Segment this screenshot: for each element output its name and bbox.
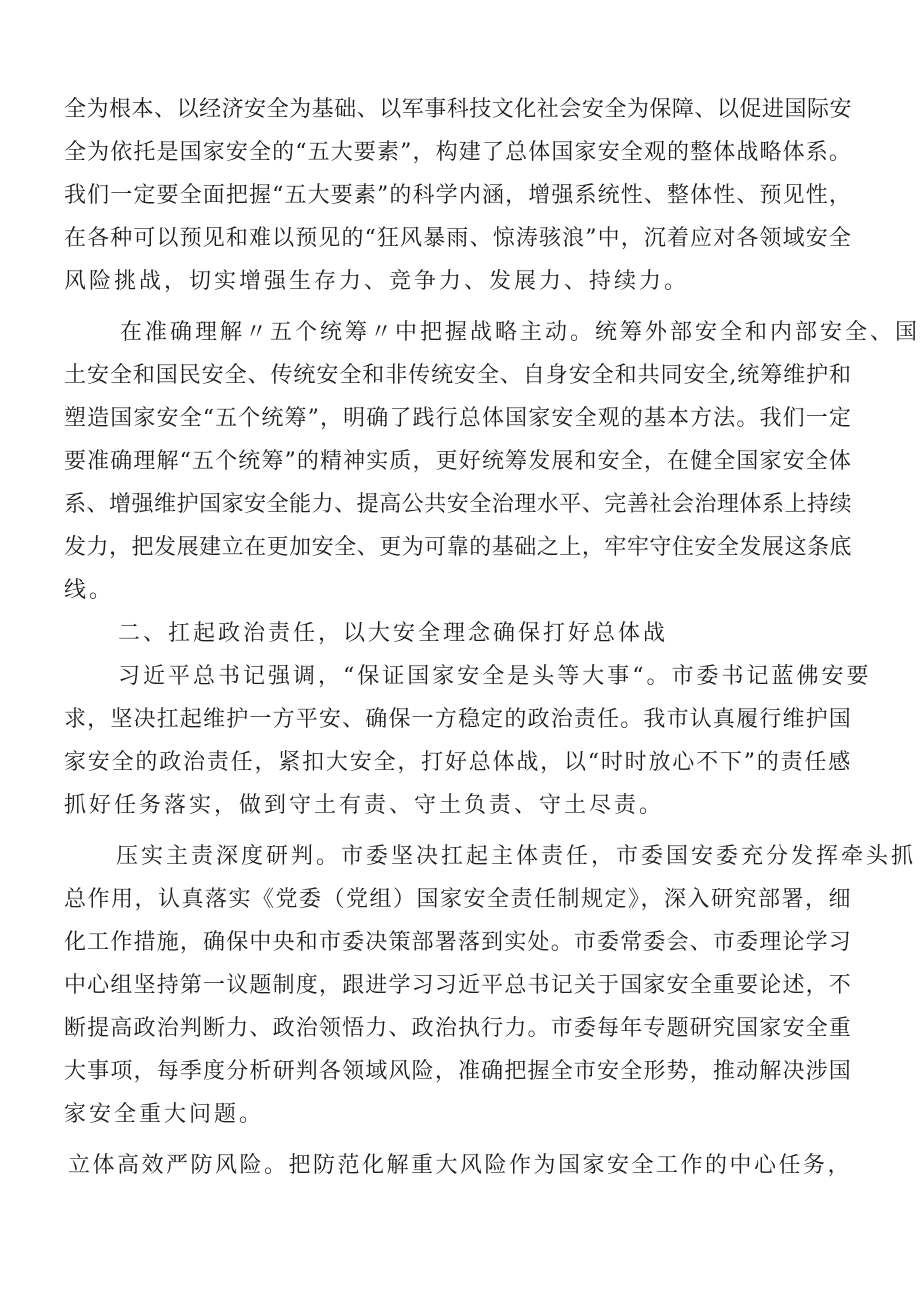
text-line: 立体高效严防风险。把防范化解重大风险作为国家安全工作的中心任务， [68,1153,852,1178]
text-line: 家安全的政治责任，紧扣大安全，打好总体战，以“时时放心不下”的责任感 [64,750,852,775]
text-line: 土安全和国民安全、传统安全和非传统安全、自身安全和共同安全,统筹维护和 [64,363,852,388]
text-line: 线。 [64,578,115,603]
text-line: 总作用，认真落实《党委（党组）国家安全责任制规定》，深入研究部署，细 [64,887,852,912]
text-line: 全为依托是国家安全的“五大要素”，构建了总体国家安全观的整体战略体系。 [64,140,852,165]
text-line: 全为根本、以经济安全为基础、以军事科技文化社会安全为保障、以促进国际安 [64,97,852,122]
text-line: 家安全重大问题。 [64,1102,265,1127]
text-line: 断提高政治判断力、政治领悟力、政治执行力。市委每年专题研究国家安全重 [64,1016,852,1041]
text-line: 在准确理解〃五个统筹〃中把握战略主动。统筹外部安全和内部安全、国 [120,320,920,345]
text-line: 塑造国家安全“五个统筹”，明确了践行总体国家安全观的基本方法。我们一定 [64,406,852,431]
text-line: 压实主责深度研判。市委坚决扛起主体责任，市委国安委充分发挥牵头抓 [116,844,917,869]
text-line: 习近平总书记强调，“保证国家安全是头等大事“。市委书记蓝佛安要 [118,664,872,689]
text-line: 大事项，每季度分析研判各领域风险，准确把握全市安全形势，推动解决涉国 [64,1059,852,1084]
text-line: 风险挑战，切实增强生存力、竞争力、发展力、持续力。 [64,269,690,294]
text-line: 在各种可以预见和难以预见的“狂风暴雨、惊涛骇浪”中，沉着应对各领域安全 [64,226,852,251]
text-line: 系、增强维护国家安全能力、提高公共安全治理水平、完善社会治理体系上持续 [64,492,852,517]
section-heading: 二、扛起政治责任，以大安全理念确保打好总体战 [118,621,669,646]
text-line: 要准确理解“五个统筹”的精神实质，更好统筹发展和安全，在健全国家安全体 [64,449,852,474]
text-line: 发力，把发展建立在更加安全、更为可靠的基础之上，牢牢守住安全发展这条底 [64,535,852,560]
text-line: 化工作措施，确保中央和市委决策部署落到实处。市委常委会、市委理论学习 [64,930,852,955]
text-line: 求，坚决扛起维护一方平安、确保一方稳定的政治责任。我市认真履行维护国 [64,707,852,732]
text-line: 抓好任务落实，做到守土有责、守土负责、守土尽责。 [64,793,665,818]
text-line: 我们一定要全面把握“五大要素”的科学内涵，增强系统性、整体性、预见性， [64,183,852,208]
text-line: 中心组坚持第一议题制度，跟进学习习近平总书记关于国家安全重要论述，不 [64,973,852,998]
